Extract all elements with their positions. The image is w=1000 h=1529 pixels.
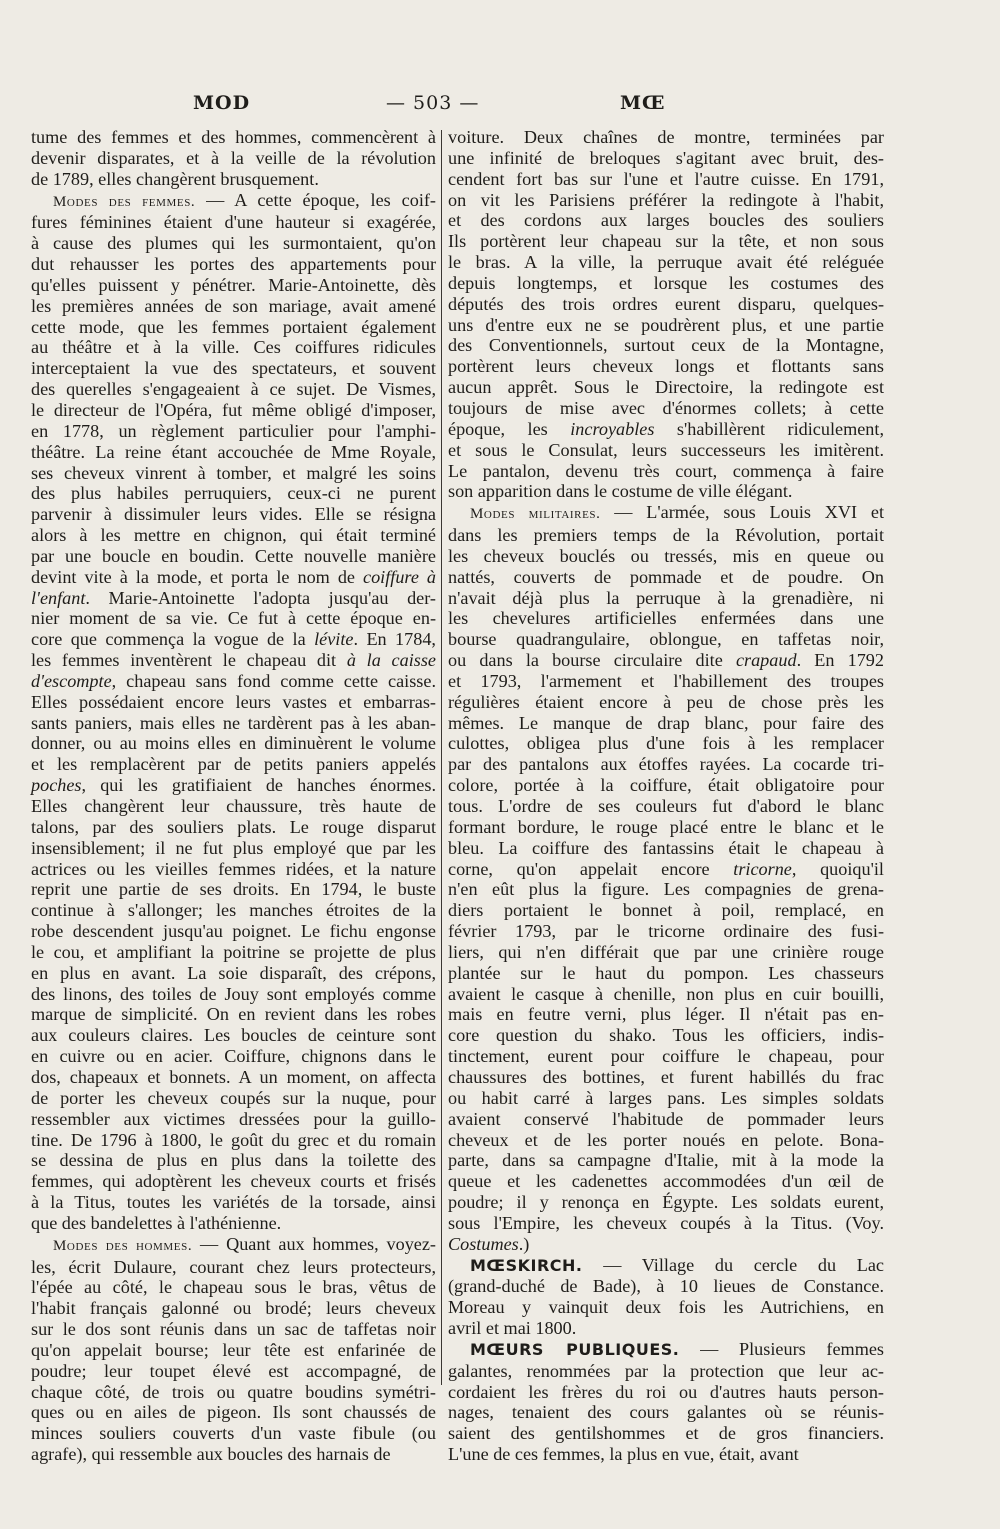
text-line: sants paniers, mais elles ne tardèrent pas à les aban- [31, 712, 436, 733]
text-line: députés des trois ordres eurent disparu, quelques- [448, 293, 884, 314]
text-line: agrafe), qui ressemble aux boucles des harnais de [31, 1444, 391, 1465]
text-line: dos, chapeaux et bonnets. A un moment, on affecta [31, 1066, 436, 1087]
text-line: son apparition dans le costume de ville élégant. [448, 481, 793, 502]
italic-term: à la caisse [346, 650, 436, 671]
text-line: queue et les cadenettes accommodées d'un œil de [448, 1171, 884, 1192]
text-line: chaque côté, de trois ou quatre boudins symétri- [31, 1381, 436, 1402]
italic-term: lévite [314, 629, 354, 650]
text-line: l'habit français galonné ou brodé; leurs cheveux [31, 1298, 436, 1319]
italic-term: incroyables [570, 418, 655, 439]
header-right-keyword: MŒ [620, 92, 666, 114]
text-line: les cheveux bouclés ou tressés, mis en queue ou [448, 545, 884, 566]
text-line: parte, dans sa campagne d'Italie, mit à la mode la [448, 1150, 884, 1171]
text-line: chaussures des bottines, et furent habillés du frac [448, 1066, 884, 1087]
text-line: le bras. A la ville, la perruque avait été reléguée [448, 252, 884, 273]
right-column [448, 127, 884, 1465]
text-line: ses cheveux vinrent à tomber, et malgré les soins [31, 462, 436, 483]
text-line: dans les premiers temps de la Révolution, portait [448, 525, 884, 546]
text-line: cendent fort bas sur l'une et l'autre cuisse. En 1791, [448, 168, 884, 189]
text-line: bleu. La coiffure des fantassins était le chapeau à [448, 837, 884, 858]
running-header [0, 92, 1000, 122]
text-line: dut rehausser les portes des appartements pour [31, 254, 436, 275]
text-line: avaient conservé l'habitude de pommader leurs [448, 1108, 884, 1129]
text-line: tume des femmes et des hommes, commencèrent à [31, 127, 436, 147]
text-line: culottes, obligea plus d'une fois à les remplacer [448, 733, 884, 754]
text-line: d'escompte, chapeau sans fond comme cette caisse. [31, 670, 436, 691]
text-line: on vit les Parisiens préférer la redingote à l'habit, [448, 189, 884, 210]
text-line: mêmes. Le manque de drap blanc, pour faire des [448, 712, 884, 733]
header-left-keyword: MOD [193, 92, 251, 114]
text-line: théâtre. La reine étant accouchée de Mme Royale, [31, 441, 436, 462]
text-line: galantes, renommées par la protection que leur ac- [448, 1360, 884, 1381]
text-line: toujours de mise avec d'énormes collets; à cette [448, 397, 884, 418]
text-line: de porter les cheveux coupés sur la nuque, pour [31, 1087, 436, 1108]
text-line: diers portaient le bonnet à poil, remplacé, en [448, 900, 884, 921]
text-line: uns d'entre eux ne se poudrèrent plus, et une partie [448, 314, 884, 335]
text-line: Modes des femmes. — A cette époque, les coif- [53, 189, 436, 210]
text-line: corne, qu'on appelait encore tricorne, quoiqu'il [448, 858, 884, 879]
text-line: femmes, qui adoptèrent les cheveux courts et frisés [31, 1171, 436, 1192]
text-line: en 1778, un règlement particulier pour l'amphi- [31, 420, 436, 441]
text-line: Elles changèrent leur chaussure, très haute de [31, 796, 436, 816]
text-line: aucun apprêt. Sous le Directoire, la redingote est [448, 377, 884, 398]
text-line: saient des gentilshommes et de gros financiers. [448, 1423, 884, 1444]
entry-headword: MŒURS PUBLIQUES. [470, 1339, 680, 1359]
column-divider [441, 130, 442, 1385]
section-heading: Modes militaires. [470, 506, 601, 523]
text-line: Ils portèrent leur chapeau sur la tête, et non sous [448, 231, 884, 252]
text-line: les femmes inventèrent le chapeau dit à la caisse [31, 650, 436, 671]
text-line: sur le dos sont réunis dans un sac de taffetas noir [31, 1319, 436, 1340]
text-line: une infinité de breloques s'agitant avec bruit, des- [448, 147, 884, 168]
text-line: donner, ou au moins elles en diminuèrent le volume [31, 733, 436, 754]
text-line: actrices ou les vieilles femmes ridées, et la nature [31, 858, 436, 879]
text-line: Modes des hommes. — Quant aux hommes, voyez- [53, 1233, 436, 1254]
text-line: régulières étaient encore à peu de chose près les [448, 691, 884, 712]
text-line: février 1793, par le tricorne ordinaire des fusi- [448, 921, 884, 942]
text-line: alors à les mettre en chignon, qui était terminé [31, 525, 436, 546]
text-line: ou habit carré à larges pans. Les simples soldats [448, 1087, 884, 1108]
text-line: colore, portée à la coiffure, était obligatoire pour [448, 775, 884, 796]
text-line: avaient le casque à chenille, non plus en cuir bouilli, [448, 983, 884, 1004]
text-line: nier moment de sa vie. Ce fut à cette époque en- [31, 608, 436, 629]
text-line: et 1793, l'armement et l'habillement des troupes [448, 670, 884, 691]
text-line: des linons, des toiles de Jouy sont employés comme [31, 983, 436, 1004]
text-line: le cou, et amplifiant la poitrine se projette de plus [31, 941, 436, 962]
text-line: que des bandelettes à l'athénienne. [31, 1212, 282, 1233]
text-line: des plus habiles perruquiers, ceux-ci ne purent [31, 483, 436, 504]
text-line: en cuivre ou en acier. Coiffure, chignons dans le [31, 1046, 436, 1067]
text-line: sous l'Empire, les cheveux coupés à la Titus. (Voy. [448, 1212, 884, 1233]
text-line: Modes militaires. — L'armée, sous Louis XVI et [470, 502, 885, 523]
text-line: qu'elles puissent y pénétrer. Marie-Antoinette, dès [31, 274, 436, 295]
text-line: poudre; leur toupet élevé est accompagné, de [31, 1360, 436, 1381]
text-line: les premières années de son mariage, avait amené [31, 295, 436, 316]
text-line: et des cordons aux larges boucles des souliers [448, 210, 884, 231]
text-line: minces souliers couverts d'un vaste fibule (ou [31, 1423, 436, 1444]
italic-term: poches [31, 775, 82, 796]
text-line: nattés, couverts de pommade et de poudre. On [448, 566, 884, 587]
text-line: talons, par des souliers plats. Le rouge disparut [31, 816, 436, 837]
text-line: portèrent leurs cheveux longs et flottants sans [448, 356, 884, 377]
text-line: Costumes.) [448, 1233, 530, 1254]
text-line: le directeur de l'Opéra, fut même obligé d'imposer, [31, 399, 436, 420]
text-line: reprit une partie de ses droits. En 1794, le buste [31, 879, 436, 900]
text-line: et les remplacèrent par de petits paniers appelés [31, 754, 436, 775]
text-line: Moreau y vainquit deux fois les Autrichiens, en [448, 1297, 884, 1318]
text-line: robe descendent jusqu'au poignet. Le fichu engonse [31, 921, 436, 942]
page-number: — 503 — [386, 92, 480, 114]
text-line: liers, qui n'en différait que par une crinière rouge [448, 941, 884, 962]
text-line: au théâtre et à la ville. Ces coiffures ridicules [31, 337, 436, 358]
text-line: les chevelures artificielles enfermées dans une [448, 608, 884, 629]
text-line: devenir disparates, et à la veille de la révolution [31, 147, 436, 168]
section-heading: Modes des hommes. [53, 1237, 193, 1254]
text-line: mais en feutre verni, plus léger. Il n'était pas en- [448, 1004, 884, 1025]
text-line: bourse quadrangulaire, oblongue, en taffetas noir, [448, 629, 884, 650]
text-line: cordaient les frères du roi ou d'autres hauts person- [448, 1381, 884, 1402]
text-line: cette mode, que les femmes portaient également [31, 316, 436, 337]
text-line: à cause des plumes qui les surmontaient, qu'on [31, 233, 436, 254]
text-line: poches, qui les gratifiaient de hanches énormes. [31, 775, 436, 796]
text-line: des Conventionnels, surtout ceux de la Montagne, [448, 335, 884, 356]
text-line: qu'on appelait bourse; leur tête est enfarinée de [31, 1339, 436, 1360]
text-line: plantée sur le haut du pompon. Les chasseurs [448, 962, 884, 983]
italic-term: tricorne [733, 858, 792, 879]
italic-term: crapaud [735, 650, 797, 671]
text-line: Le pantalon, devenu très court, commença à faire [448, 460, 884, 481]
text-line: en plus en avant. La soie disparaît, des crépons, [31, 962, 436, 983]
italic-term: Costumes [448, 1233, 519, 1254]
left-column [31, 127, 436, 1465]
text-line: poudre; il y renonça en Égypte. Les soldats eurent, [448, 1192, 884, 1213]
text-line: formant bordure, le rouge placé entre le blanc et le [448, 816, 884, 837]
text-line: ques ou en ailes de pigeon. Ils sont chaussés de [31, 1402, 436, 1423]
text-line: ou dans la bourse circulaire dite crapaud. En 1792 [448, 650, 884, 671]
text-line: core question du shako. Tous les officiers, indis- [448, 1025, 884, 1046]
text-line: n'en eût plus la figure. Les compagnies de grena- [448, 879, 884, 900]
text-line: et sous le Consulat, leurs successeurs les imitèrent. [448, 439, 884, 460]
text-line: les, écrit Dulaure, courant chez leurs protecteurs, [31, 1256, 436, 1277]
text-line: insensiblement; il ne fut plus employé que par les [31, 837, 436, 858]
text-line: cheveux et de les porter noués en pelote. Bona- [448, 1129, 884, 1150]
text-line: Elles possédaient encore leurs vastes et embarras- [31, 691, 436, 712]
text-line: époque, les incroyables s'habillèrent ridiculement, [448, 418, 884, 439]
italic-term: coiffure à [363, 566, 436, 587]
text-line: continue à s'allonger; les manches étroites de la [31, 900, 436, 921]
entry-headword: MŒSKIRCH. [470, 1255, 583, 1275]
text-line: avril et mai 1800. [448, 1318, 577, 1339]
text-line: nages, tenaient des cours galantes où se réunis- [448, 1402, 884, 1423]
text-line: MŒURS PUBLIQUES. — Plusieurs femmes [470, 1338, 884, 1359]
text-line: ressembler aux victimes dressées pour la guillo- [31, 1108, 436, 1129]
italic-term: d'escompte [31, 670, 112, 691]
text-line: de 1789, elles changèrent brusquement. [31, 168, 319, 189]
section-heading: Modes des femmes. [53, 193, 196, 210]
text-line: L'une de ces femmes, la plus en vue, était, avant [448, 1444, 799, 1465]
text-line: devint vite à la mode, et porta le nom de coiffure à [31, 566, 436, 587]
text-line: MŒSKIRCH. — Village du cercle du Lac [470, 1254, 884, 1275]
text-line: à la Titus, toutes les variétés de la torsade, ainsi [31, 1192, 436, 1213]
text-line: des querelles s'engageaient à ce sujet. De Vismes, [31, 379, 436, 400]
text-line: core que commença la vogue de la lévite. En 1784, [31, 629, 436, 650]
text-line: tous. L'ordre de ses couleurs fut d'abord le blanc [448, 796, 884, 816]
text-line: voiture. Deux chaînes de montre, terminées par [448, 127, 884, 147]
text-line: n'avait déjà plus la perruque à la grenadière, ni [448, 587, 884, 608]
text-line: interceptaient la vue des spectateurs, et souvent [31, 358, 436, 379]
text-line: tine. De 1796 à 1800, le goût du grec et du romain [31, 1129, 436, 1150]
text-line: par des pantalons aux étoffes rayées. La cocarde tri- [448, 754, 884, 775]
italic-term: l'enfant [31, 587, 86, 608]
text-line: se dessina de plus en plus dans la toilette des [31, 1150, 436, 1171]
text-line: parvenir à dissimuler leurs vides. Elle se résigna [31, 504, 436, 525]
text-line: tinctement, eurent pour coiffure le chapeau, pour [448, 1046, 884, 1067]
text-line: fures féminines étaient d'une hauteur si exagérée, [31, 212, 436, 233]
text-line: l'enfant. Marie-Antoinette l'adopta jusqu'au der- [31, 587, 436, 608]
text-line: depuis longtemps, et lorsque les costumes des [448, 272, 884, 293]
text-line: l'épée au côté, le chapeau sous le bras, vêtus de [31, 1277, 436, 1298]
text-line: par une boucle en boudin. Cette nouvelle manière [31, 545, 436, 566]
text-line: marque de simplicité. On en revient dans les robes [31, 1004, 436, 1025]
text-line: (grand-duché de Bade), à 10 lieues de Constance. [448, 1276, 884, 1297]
text-line: aux couleurs claires. Les boucles de ceinture sont [31, 1025, 436, 1046]
